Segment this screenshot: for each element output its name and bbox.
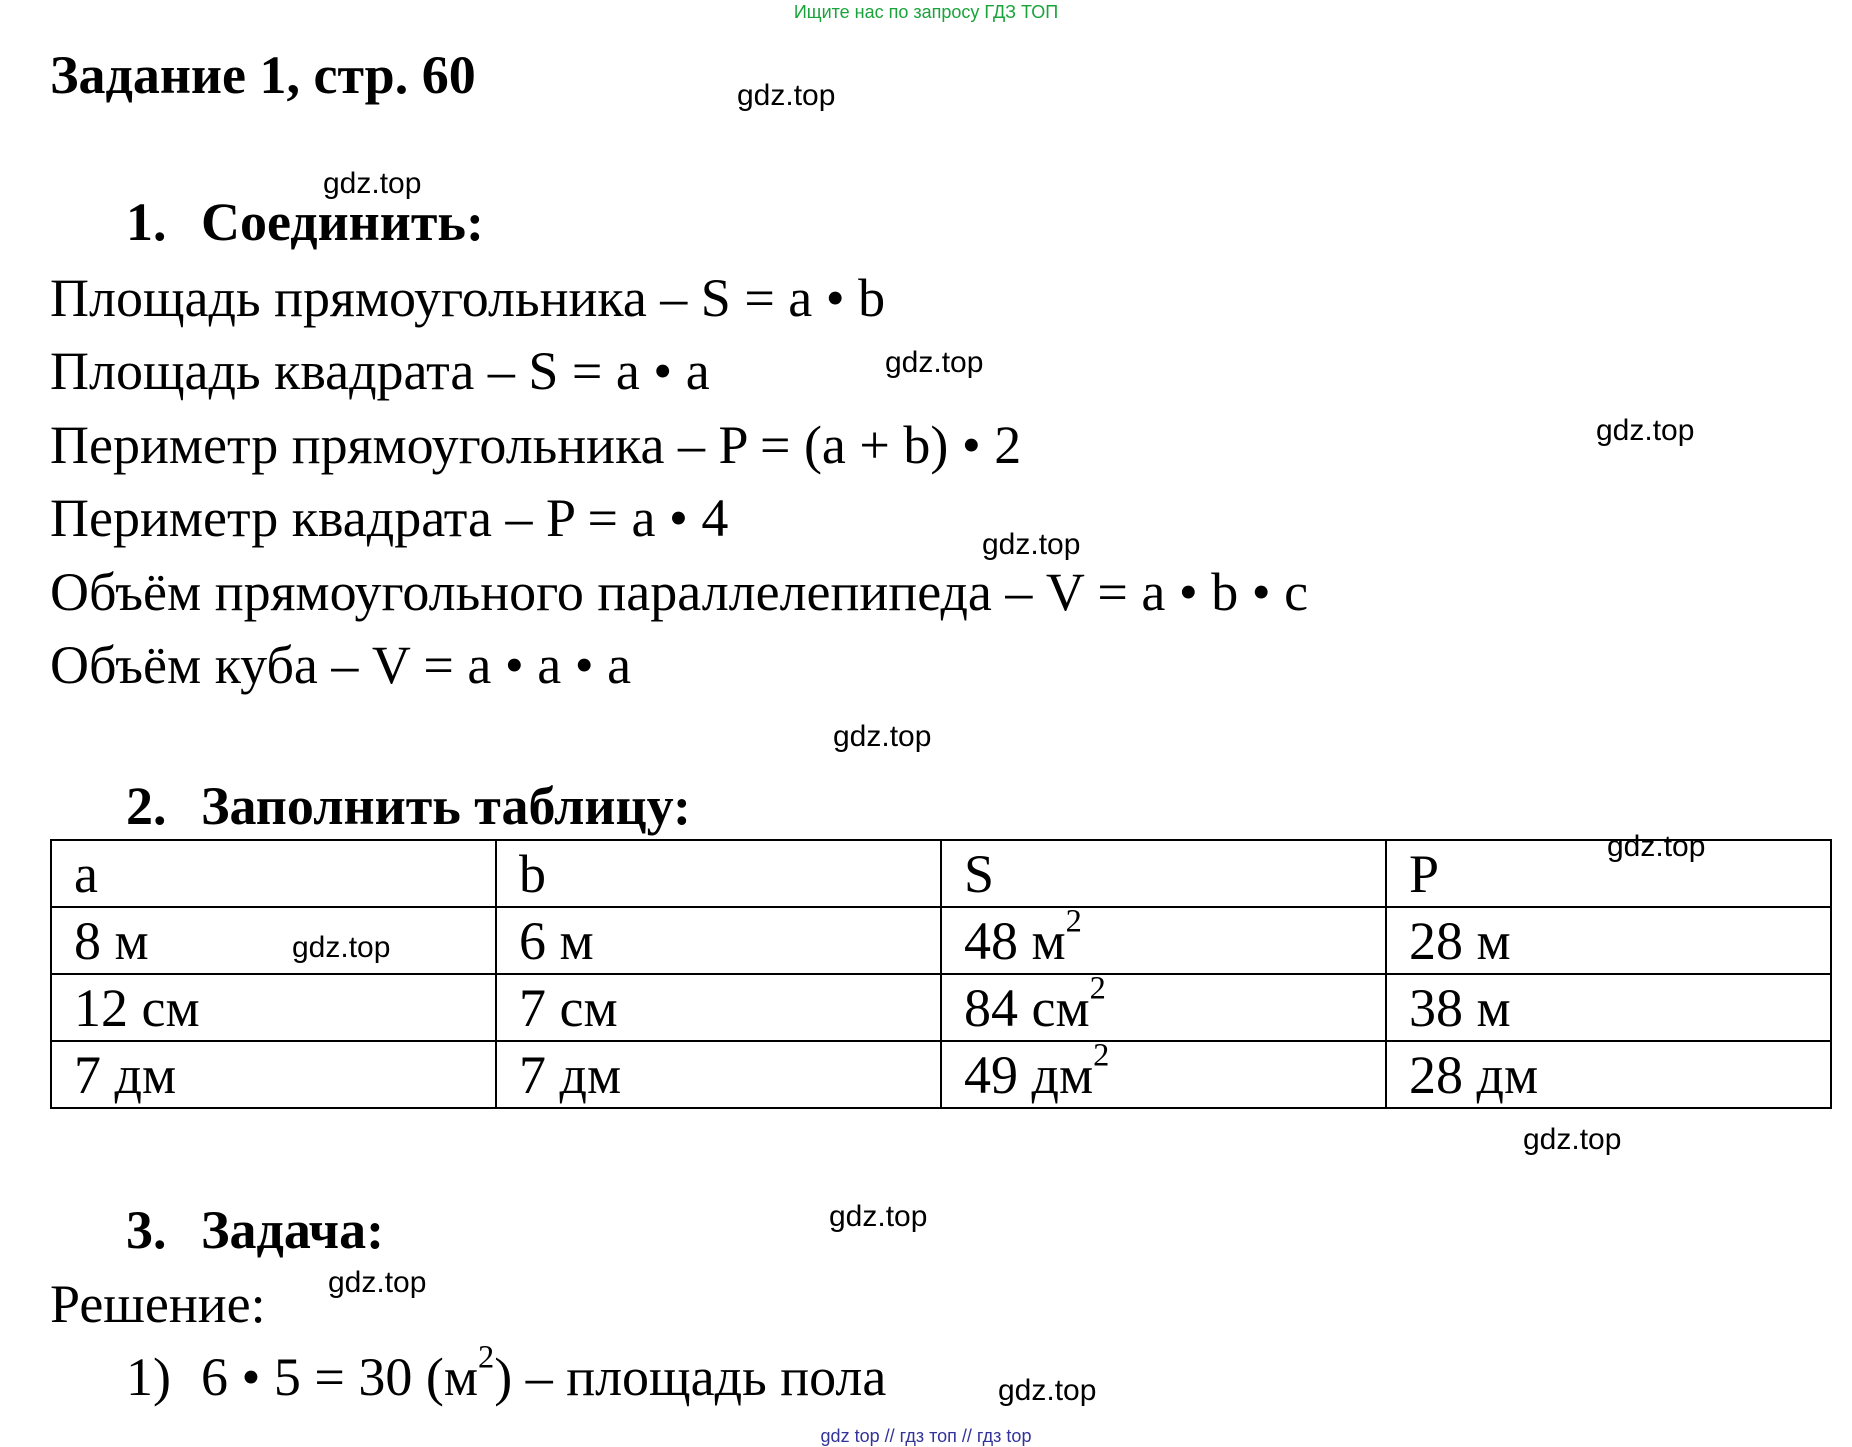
section-1-number: 1.: [126, 192, 167, 252]
values-table: [50, 839, 1832, 1109]
cell-s: 48 $м^2$: [941, 907, 1386, 974]
formula-rectangle-perimeter: Периметр прямоугольника – P = (a + b) • 2: [50, 415, 1022, 475]
section-3-heading: [126, 1196, 384, 1264]
section-3-title: Задача:: [201, 1200, 385, 1260]
watermark: gdz.top: [292, 931, 391, 964]
watermark: gdz.top: [982, 528, 1081, 561]
section-2-number: 2.: [126, 776, 167, 836]
watermark: gdz.top: [885, 346, 984, 379]
section-2-heading: [126, 772, 691, 840]
watermark: gdz.top: [833, 720, 932, 753]
section-3-number: 3.: [126, 1200, 167, 1260]
cell-b: 7 см: [496, 974, 941, 1041]
watermark: gdz.top: [737, 79, 836, 112]
formula-rectangle-area: Площадь прямоугольника – S = a • b: [50, 268, 886, 328]
header-b: b: [496, 840, 941, 907]
section-2-title: Заполнить таблицу:: [201, 776, 691, 836]
cell-s: 49 $дм^2$: [941, 1041, 1386, 1108]
step-number: 1): [126, 1347, 171, 1407]
cell-a: 8 м: [51, 907, 496, 974]
cell-s: 84 $см^2$: [941, 974, 1386, 1041]
cell-a: 7 дм: [51, 1041, 496, 1108]
formula-square-perimeter: Периметр квадрата – P = a • 4: [50, 488, 729, 548]
watermark: gdz.top: [328, 1266, 427, 1299]
cell-b: 7 дм: [496, 1041, 941, 1108]
cell-p: 28 дм: [1386, 1041, 1831, 1108]
cell-b: 6 м: [496, 907, 941, 974]
section-1-heading: [126, 188, 484, 256]
cell-p: 38 м: [1386, 974, 1831, 1041]
formula-square-area: Площадь квадрата – S = a • a: [50, 341, 710, 401]
solution-label: Решение:: [50, 1274, 266, 1334]
table-row: [51, 974, 1831, 1041]
section-1-title: Соединить:: [201, 192, 484, 252]
header-s: S: [941, 840, 1386, 907]
watermark: gdz.top: [1596, 414, 1695, 447]
top-banner: Ищите нас по запросу ГДЗ ТОП: [793, 2, 1059, 22]
cell-a: 12 см: [51, 974, 496, 1041]
header-p: P: [1386, 840, 1831, 907]
formula-cuboid-volume: Объём прямоугольного параллелепипеда – V = a • b • c: [50, 562, 1309, 622]
page-title: Задание 1, стр. 60: [50, 45, 476, 105]
watermark: gdz.top: [323, 167, 422, 200]
watermark: gdz.top: [1523, 1123, 1622, 1156]
bottom-banner: gdz top // гдз топ // гдз top: [820, 1426, 1032, 1446]
table-row: [51, 1041, 1831, 1108]
watermark: gdz.top: [829, 1200, 928, 1233]
header-a: a: [51, 840, 496, 907]
watermark: gdz.top: [1607, 830, 1706, 863]
formula-cube-volume: Объём куба – V = a • a • a: [50, 635, 632, 695]
table-header-row: [51, 840, 1831, 907]
watermark: gdz.top: [998, 1374, 1097, 1407]
solution-step-1: 1) 6 • 5 = 30 $(м^2)$ – площадь пола: [126, 1343, 886, 1411]
cell-p: 28 м: [1386, 907, 1831, 974]
